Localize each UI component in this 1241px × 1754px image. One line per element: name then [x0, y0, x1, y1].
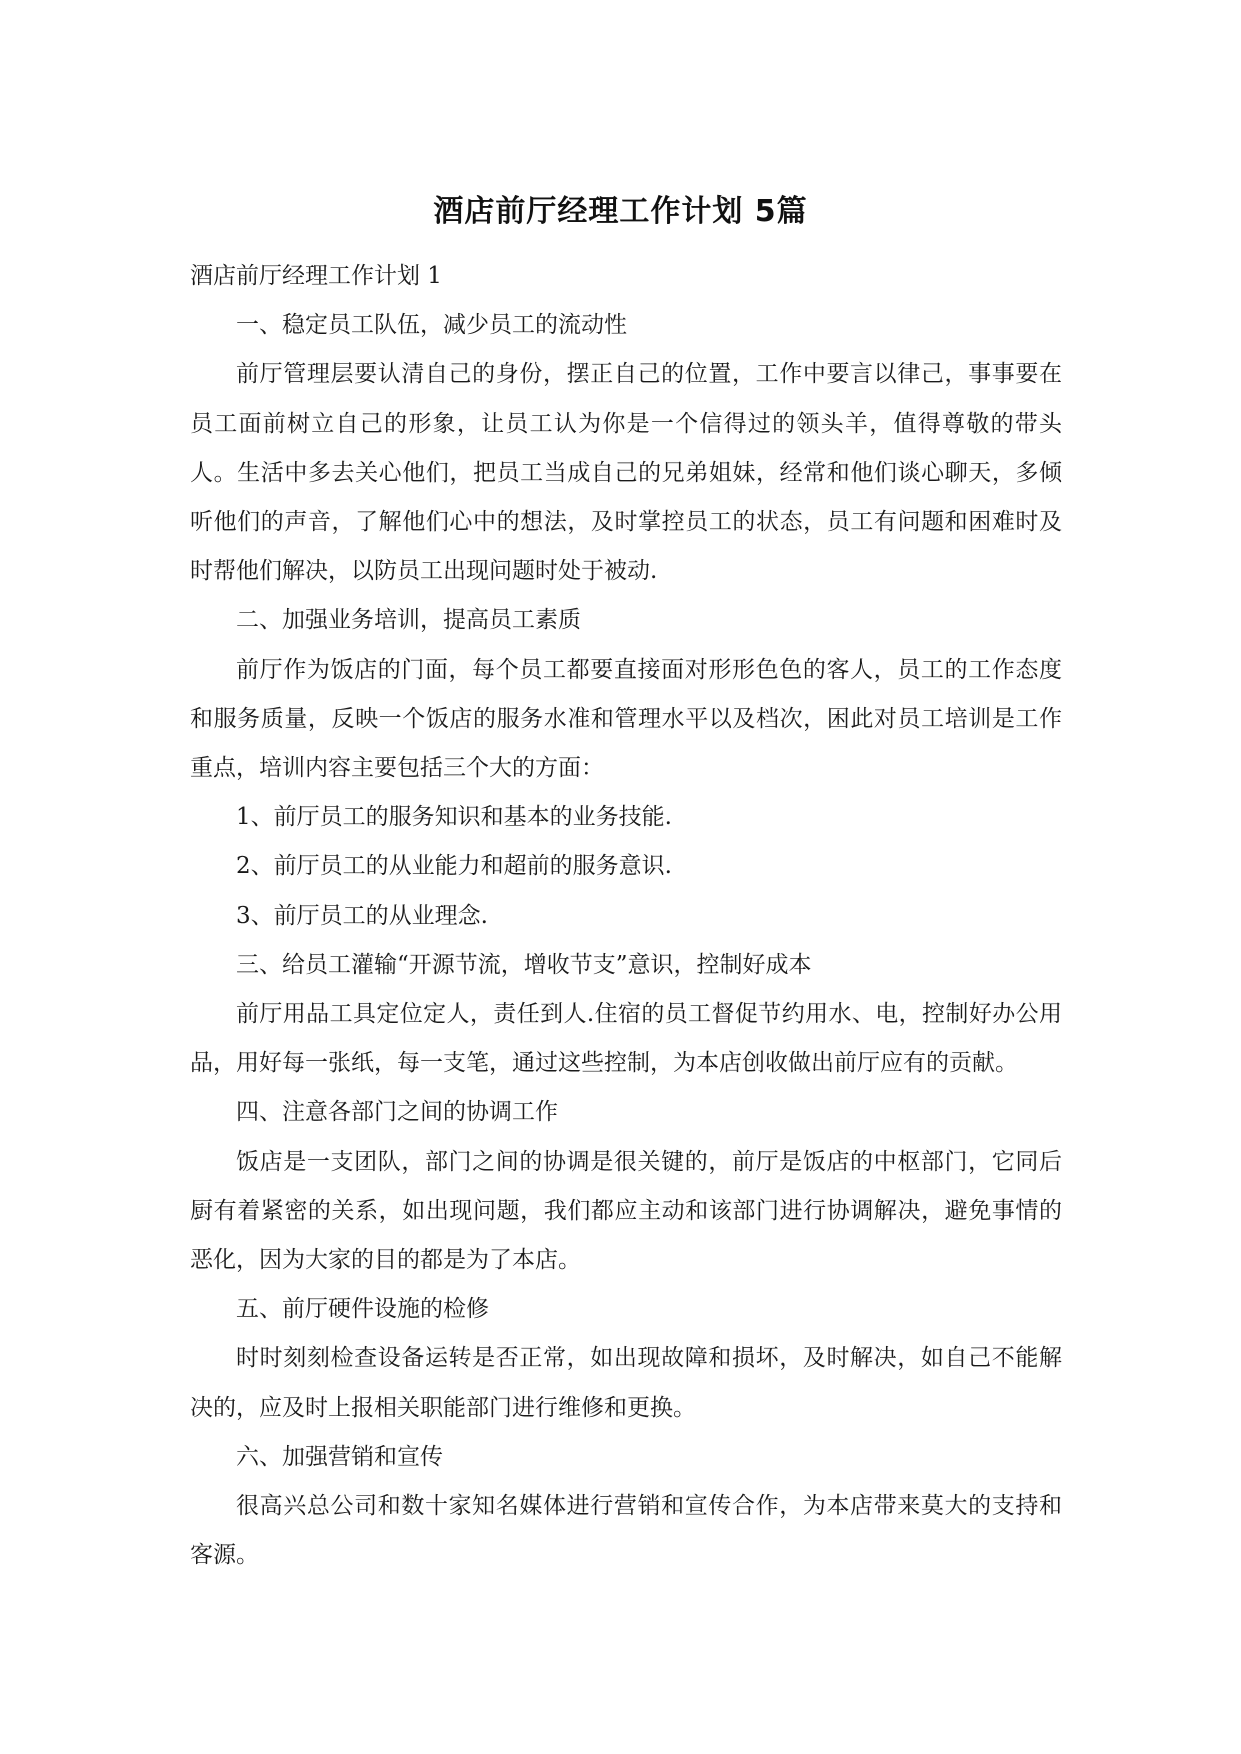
paragraph: 很高兴总公司和数十家知名媒体进行营销和宣传合作，为本店带来莫大的支持和客源。 — [190, 1493, 1062, 1569]
paragraph: 3、前厅员工的从业理念. — [236, 902, 488, 929]
paragraph: 2、前厅员工的从业能力和超前的服务意识. — [236, 853, 672, 880]
paragraph: 二、加强业务培训，提高员工素质 — [236, 607, 581, 634]
paragraph: 前厅作为饭店的门面，每个员工都要直接面对形形色色的客人，员工的工作态度和服务质量，反映一个饭店的服务水准和管理水平以及档次，困此对员工培训是工作重点，培训内容主要包括三个大的方面： — [190, 656, 1062, 782]
paragraph: 三、给员工灌输“开源节流，增收节支”意识，控制好成本 — [236, 951, 812, 978]
document-title: 酒店前厅经理工作计划 5篇 — [433, 194, 808, 229]
paragraph: 前厅管理层要认清自己的身份，摆正自己的位置，工作中要言以律己，事事要在员工面前树立自己的形象，让员工认为你是一个信得过的领头羊，值得尊敬的带头人。生活中多去关心他们，把员工当成自己的兄弟姐妹，经常和他们谈心聊天，多倾听他们的声音，了解他们心中的想法，及时掌控员工的状态，员工有问题和困难时及时帮他们解决，以防员工出现问题时处于被动. — [190, 361, 1062, 585]
paragraph: 前厅用品工具定位定人，责任到人.住宿的员工督促节约用水、电，控制好办公用品，用好每一张纸，每一支笔，通过这些控制，为本店创收做出前厅应有的贡献。 — [190, 1001, 1062, 1077]
paragraph: 1、前厅员工的服务知识和基本的业务技能. — [236, 804, 672, 831]
document-body — [190, 252, 1062, 1580]
paragraph: 一、稳定员工队伍，减少员工的流动性 — [236, 312, 627, 339]
section-heading: 酒店前厅经理工作计划 1 — [190, 263, 442, 289]
paragraph: 六、加强营销和宣传 — [236, 1443, 443, 1470]
paragraph: 五、前厅硬件设施的检修 — [236, 1296, 489, 1323]
paragraph: 时时刻刻检查设备运转是否正常，如出现故障和损坏，及时解决，如自己不能解决的，应及时上报相关职能部门进行维修和更换。 — [190, 1345, 1062, 1421]
paragraph: 四、注意各部门之间的协调工作 — [236, 1099, 558, 1126]
paragraph: 饭店是一支团队，部门之间的协调是很关键的，前厅是饭店的中枢部门，它同后厨有着紧密的关系，如出现问题，我们都应主动和该部门进行协调解决，避免事情的恶化，因为大家的目的都是为了本店。 — [190, 1148, 1062, 1274]
